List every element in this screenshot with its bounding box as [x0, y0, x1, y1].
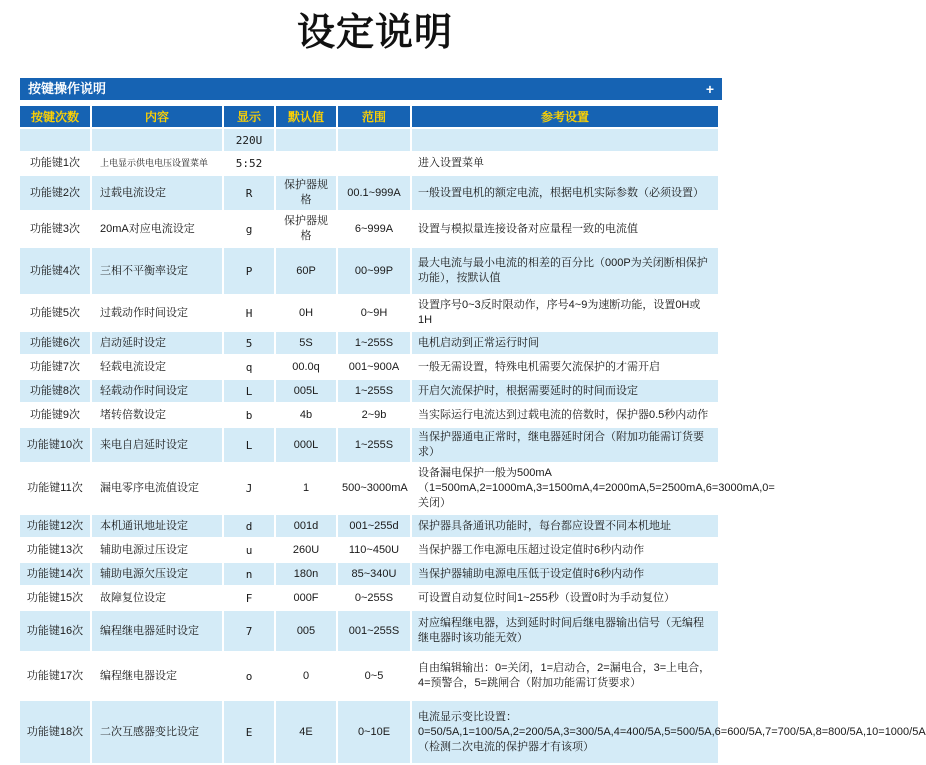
reference-cell: 开启欠流保护时，根据需要延时的时间而设定	[412, 380, 718, 402]
key-cell: 功能键14次	[20, 563, 90, 585]
default-cell: 001d	[276, 515, 336, 537]
display-cell: 220U	[224, 129, 274, 151]
content-cell: 本机通讯地址设定	[92, 515, 222, 537]
content-cell: 编程继电器延时设定	[92, 611, 222, 651]
display-cell: R	[224, 176, 274, 210]
table-row	[20, 539, 718, 561]
content-cell	[92, 129, 222, 151]
range-cell	[338, 129, 410, 151]
key-cell: 功能键13次	[20, 539, 90, 561]
table-row	[20, 428, 718, 462]
range-cell: 0~5	[338, 653, 410, 699]
reference-cell: 一般无需设置，特殊电机需要欠流保护的才需开启	[412, 356, 718, 378]
range-cell: 1~255S	[338, 428, 410, 462]
table-header-row	[20, 106, 718, 127]
key-cell	[20, 129, 90, 151]
default-cell: 000L	[276, 428, 336, 462]
reference-cell: 当保护器工作电源电压超过设定值时6秒内动作	[412, 539, 718, 561]
table-row	[20, 212, 718, 246]
range-cell: 00~99P	[338, 248, 410, 294]
reference-cell: 最大电流与最小电流的相差的百分比（000P为关闭断相保护功能），按默认值	[412, 248, 718, 294]
default-cell: 保护器规格	[276, 212, 336, 246]
page-title: 设定说明	[296, 10, 453, 54]
col-header-content: 内容	[92, 106, 222, 127]
content-cell: 来电自启延时设定	[92, 428, 222, 462]
content-cell: 漏电零序电流值设定	[92, 464, 222, 513]
reference-cell: 进入设置菜单	[412, 153, 718, 174]
reference-cell: 设置与模拟量连接设备对应量程一致的电流值	[412, 212, 718, 246]
reference-cell: 当保护器辅助电源电压低于设定值时6秒内动作	[412, 563, 718, 585]
content-cell: 过载电流设定	[92, 176, 222, 210]
range-cell: 0~10E	[338, 701, 410, 763]
default-cell: 260U	[276, 539, 336, 561]
display-cell: H	[224, 296, 274, 330]
display-cell: F	[224, 587, 274, 609]
range-cell: 001~900A	[338, 356, 410, 378]
display-cell: b	[224, 404, 274, 426]
display-cell: 5:52	[224, 153, 274, 174]
range-cell: 0~9H	[338, 296, 410, 330]
default-cell	[276, 153, 336, 174]
default-cell: 1	[276, 464, 336, 513]
key-cell: 功能键9次	[20, 404, 90, 426]
key-cell: 功能键16次	[20, 611, 90, 651]
display-cell: g	[224, 212, 274, 246]
display-cell: n	[224, 563, 274, 585]
range-cell: 1~255S	[338, 380, 410, 402]
display-cell: 7	[224, 611, 274, 651]
key-cell: 功能键5次	[20, 296, 90, 330]
display-cell: u	[224, 539, 274, 561]
range-cell: 001~255d	[338, 515, 410, 537]
default-cell: 0H	[276, 296, 336, 330]
reference-cell: 当保护器通电正常时，继电器延时闭合（附加功能需订货要求）	[412, 428, 718, 462]
table-row	[20, 153, 718, 174]
default-cell: 005	[276, 611, 336, 651]
key-cell: 功能键10次	[20, 428, 90, 462]
table-row	[20, 611, 718, 651]
display-cell: E	[224, 701, 274, 763]
display-cell: L	[224, 428, 274, 462]
key-cell: 功能键11次	[20, 464, 90, 513]
expand-icon[interactable]: +	[705, 81, 714, 97]
range-cell: 85~340U	[338, 563, 410, 585]
reference-cell: 对应编程继电器，达到延时时间后继电器输出信号（无编程继电器时该功能无效）	[412, 611, 718, 651]
table-row	[20, 464, 718, 513]
range-cell: 001~255S	[338, 611, 410, 651]
key-cell: 功能键3次	[20, 212, 90, 246]
display-cell: d	[224, 515, 274, 537]
key-cell: 功能键18次	[20, 701, 90, 763]
table-row	[20, 404, 718, 426]
section-header-bar[interactable]	[20, 78, 722, 100]
key-cell: 功能键17次	[20, 653, 90, 699]
reference-cell: 一般设置电机的额定电流，根据电机实际参数（必须设置）	[412, 176, 718, 210]
default-cell: 005L	[276, 380, 336, 402]
range-cell: 6~999A	[338, 212, 410, 246]
default-cell	[276, 129, 336, 151]
range-cell	[338, 153, 410, 174]
content-cell: 启动延时设定	[92, 332, 222, 354]
table-row	[20, 356, 718, 378]
table-row	[20, 515, 718, 537]
table-row	[20, 129, 718, 151]
key-cell: 功能键8次	[20, 380, 90, 402]
content-cell: 20mA对应电流设定	[92, 212, 222, 246]
col-header-key: 按键次数	[20, 106, 90, 127]
content-cell: 二次互感器变比设定	[92, 701, 222, 763]
default-cell: 5S	[276, 332, 336, 354]
reference-cell: 自由编辑输出：0=关闭，1=启动合，2=漏电合，3=上电合，4=预警合，5=跳闸合（附加功能需订货要求）	[412, 653, 718, 699]
default-cell: 4E	[276, 701, 336, 763]
reference-cell	[412, 129, 718, 151]
range-cell: 00.1~999A	[338, 176, 410, 210]
default-cell: 180n	[276, 563, 336, 585]
reference-cell: 电机启动到正常运行时间	[412, 332, 718, 354]
display-cell: J	[224, 464, 274, 513]
col-header-range: 范围	[338, 106, 410, 127]
table-row	[20, 701, 718, 763]
content-cell: 过载动作时间设定	[92, 296, 222, 330]
default-cell: 60P	[276, 248, 336, 294]
content-cell: 三相不平衡率设定	[92, 248, 222, 294]
default-cell: 4b	[276, 404, 336, 426]
display-cell: o	[224, 653, 274, 699]
content-cell: 故障复位设定	[92, 587, 222, 609]
col-header-default: 默认值	[276, 106, 336, 127]
col-header-display: 显示	[224, 106, 274, 127]
display-cell: 5	[224, 332, 274, 354]
key-cell: 功能键4次	[20, 248, 90, 294]
content-cell: 编程继电器设定	[92, 653, 222, 699]
table-row	[20, 332, 718, 354]
range-cell: 500~3000mA	[338, 464, 410, 513]
table-row	[20, 563, 718, 585]
range-cell: 110~450U	[338, 539, 410, 561]
content-cell: 轻载电流设定	[92, 356, 222, 378]
content-cell: 辅助电源过压设定	[92, 539, 222, 561]
display-cell: P	[224, 248, 274, 294]
default-cell: 00.0q	[276, 356, 336, 378]
key-cell: 功能键7次	[20, 356, 90, 378]
range-cell: 1~255S	[338, 332, 410, 354]
table-row	[20, 653, 718, 699]
display-cell: L	[224, 380, 274, 402]
table-row	[20, 248, 718, 294]
key-cell: 功能键1次	[20, 153, 90, 174]
reference-cell: 可设置自动复位时间1~255秒（设置0时为手动复位）	[412, 587, 718, 609]
key-cell: 功能键15次	[20, 587, 90, 609]
default-cell: 0	[276, 653, 336, 699]
default-cell: 000F	[276, 587, 336, 609]
reference-cell: 设备漏电保护一般为500mA（1=500mA,2=1000mA,3=1500mA,4=2000mA,5=2500mA,6=3000mA,0=关闭）	[412, 464, 718, 513]
content-cell: 上电显示供电电压设置菜单	[92, 153, 222, 174]
table-row	[20, 296, 718, 330]
table-row	[20, 587, 718, 609]
key-cell: 功能键12次	[20, 515, 90, 537]
reference-cell: 设置序号0~3反时限动作，序号4~9为速断功能，设置0H或1H	[412, 296, 718, 330]
col-header-reference: 参考设置	[412, 106, 718, 127]
content-cell: 堵转倍数设定	[92, 404, 222, 426]
table-row	[20, 380, 718, 402]
display-cell: q	[224, 356, 274, 378]
key-operation-table	[18, 104, 926, 765]
section-title: 按键操作说明	[28, 81, 107, 96]
reference-cell: 电流显示变比设置：0=50/5A,1=100/5A,2=200/5A,3=300/5A,4=400/5A,5=500/5A,6=600/5A,7=700/5A,8=800/5A,10=1000/5A（检测二次电流的保护器才有该项）	[412, 701, 718, 763]
range-cell: 0~255S	[338, 587, 410, 609]
reference-cell: 保护器具备通讯功能时，每台都应设置不同本机地址	[412, 515, 718, 537]
key-cell: 功能键6次	[20, 332, 90, 354]
content-cell: 轻载动作时间设定	[92, 380, 222, 402]
content-cell: 辅助电源欠压设定	[92, 563, 222, 585]
reference-cell: 当实际运行电流达到过载电流的倍数时，保护器0.5秒内动作	[412, 404, 718, 426]
range-cell: 2~9b	[338, 404, 410, 426]
default-cell: 保护器规格	[276, 176, 336, 210]
key-cell: 功能键2次	[20, 176, 90, 210]
table-row	[20, 176, 718, 210]
